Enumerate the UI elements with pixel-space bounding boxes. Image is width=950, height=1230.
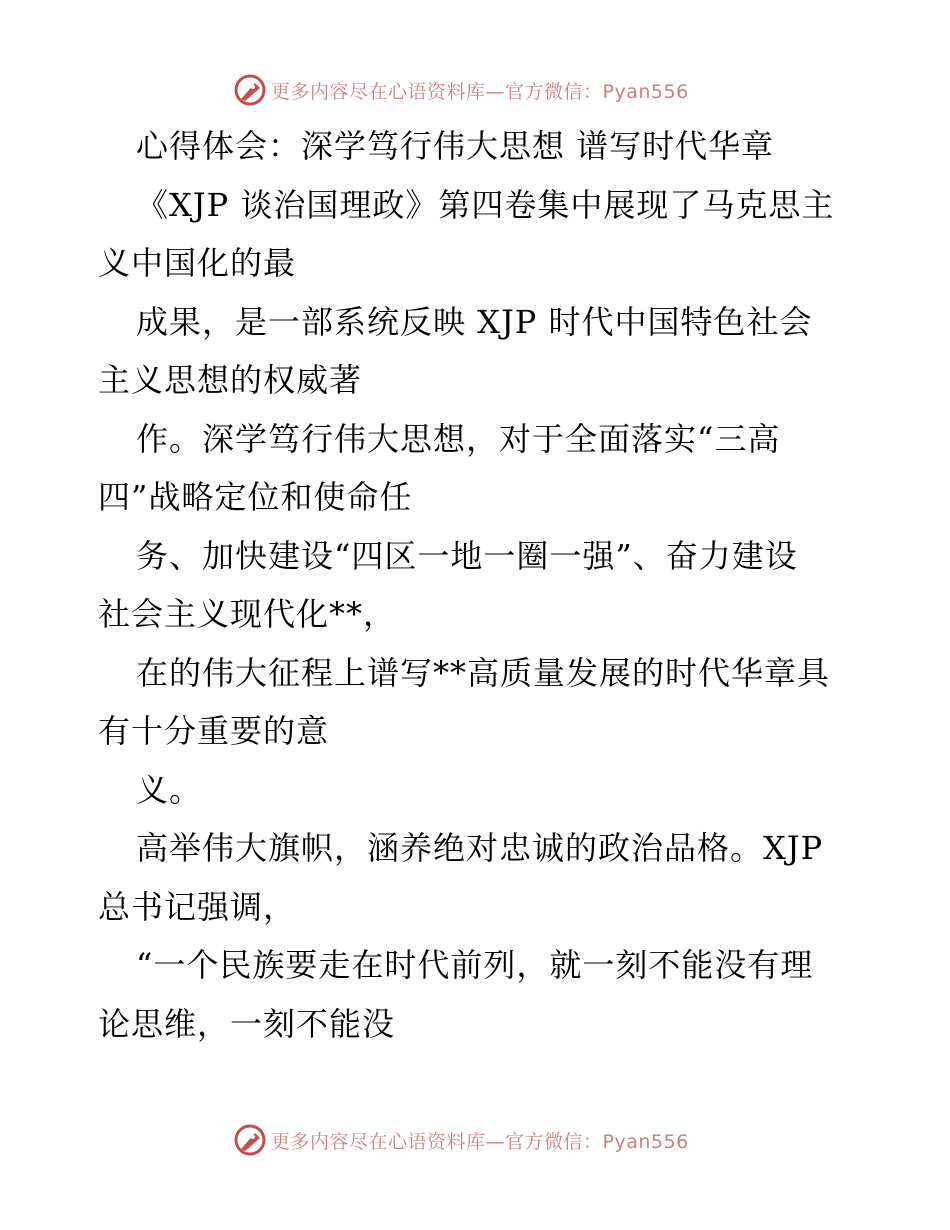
text-line: 《XJP 谈治国理政》第四卷集中展现了马克思主 — [136, 186, 835, 224]
text-line: 在的伟大征程上谱写**高质量发展的时代华章具 — [136, 654, 831, 692]
watermark-banner-bottom — [233, 1122, 689, 1158]
text-line: 论思维，一刻不能没 — [98, 1005, 396, 1043]
pen-nib-circle-icon — [233, 1123, 267, 1157]
watermark-text: 更多内容尽在心语资料库—官方微信：Pyan556 — [271, 80, 689, 103]
text-line: 义。 — [136, 771, 203, 809]
text-line: 务、加快建设“四区一地一圈一强”、奋力建设 — [136, 537, 798, 575]
pen-nib-circle-icon — [233, 73, 267, 107]
text-line: 主义思想的权威著 — [98, 361, 363, 399]
text-line: 总书记强调， — [98, 888, 297, 926]
text-line: 有十分重要的意 — [98, 712, 330, 750]
text-line: 成果，是一部系统反映 XJP 时代中国特色社会 — [136, 303, 813, 341]
watermark-banner-top — [233, 72, 689, 108]
text-line: 作。深学笃行伟大思想，对于全面落实“三高 — [136, 420, 781, 458]
text-line: 义中国化的最 — [98, 244, 297, 282]
text-line: 高举伟大旗帜，涵养绝对忠诚的政治品格。XJP — [136, 829, 824, 867]
text-line: “一个民族要走在时代前列，就一刻不能没有理 — [136, 946, 814, 984]
watermark-text: 更多内容尽在心语资料库—官方微信：Pyan556 — [271, 1130, 689, 1153]
text-line: 四”战略定位和使命任 — [98, 478, 413, 516]
document-title: 心得体会：深学笃行伟大思想 谱写时代华章 — [136, 127, 775, 165]
text-line: 社会主义现代化**， — [98, 595, 397, 633]
